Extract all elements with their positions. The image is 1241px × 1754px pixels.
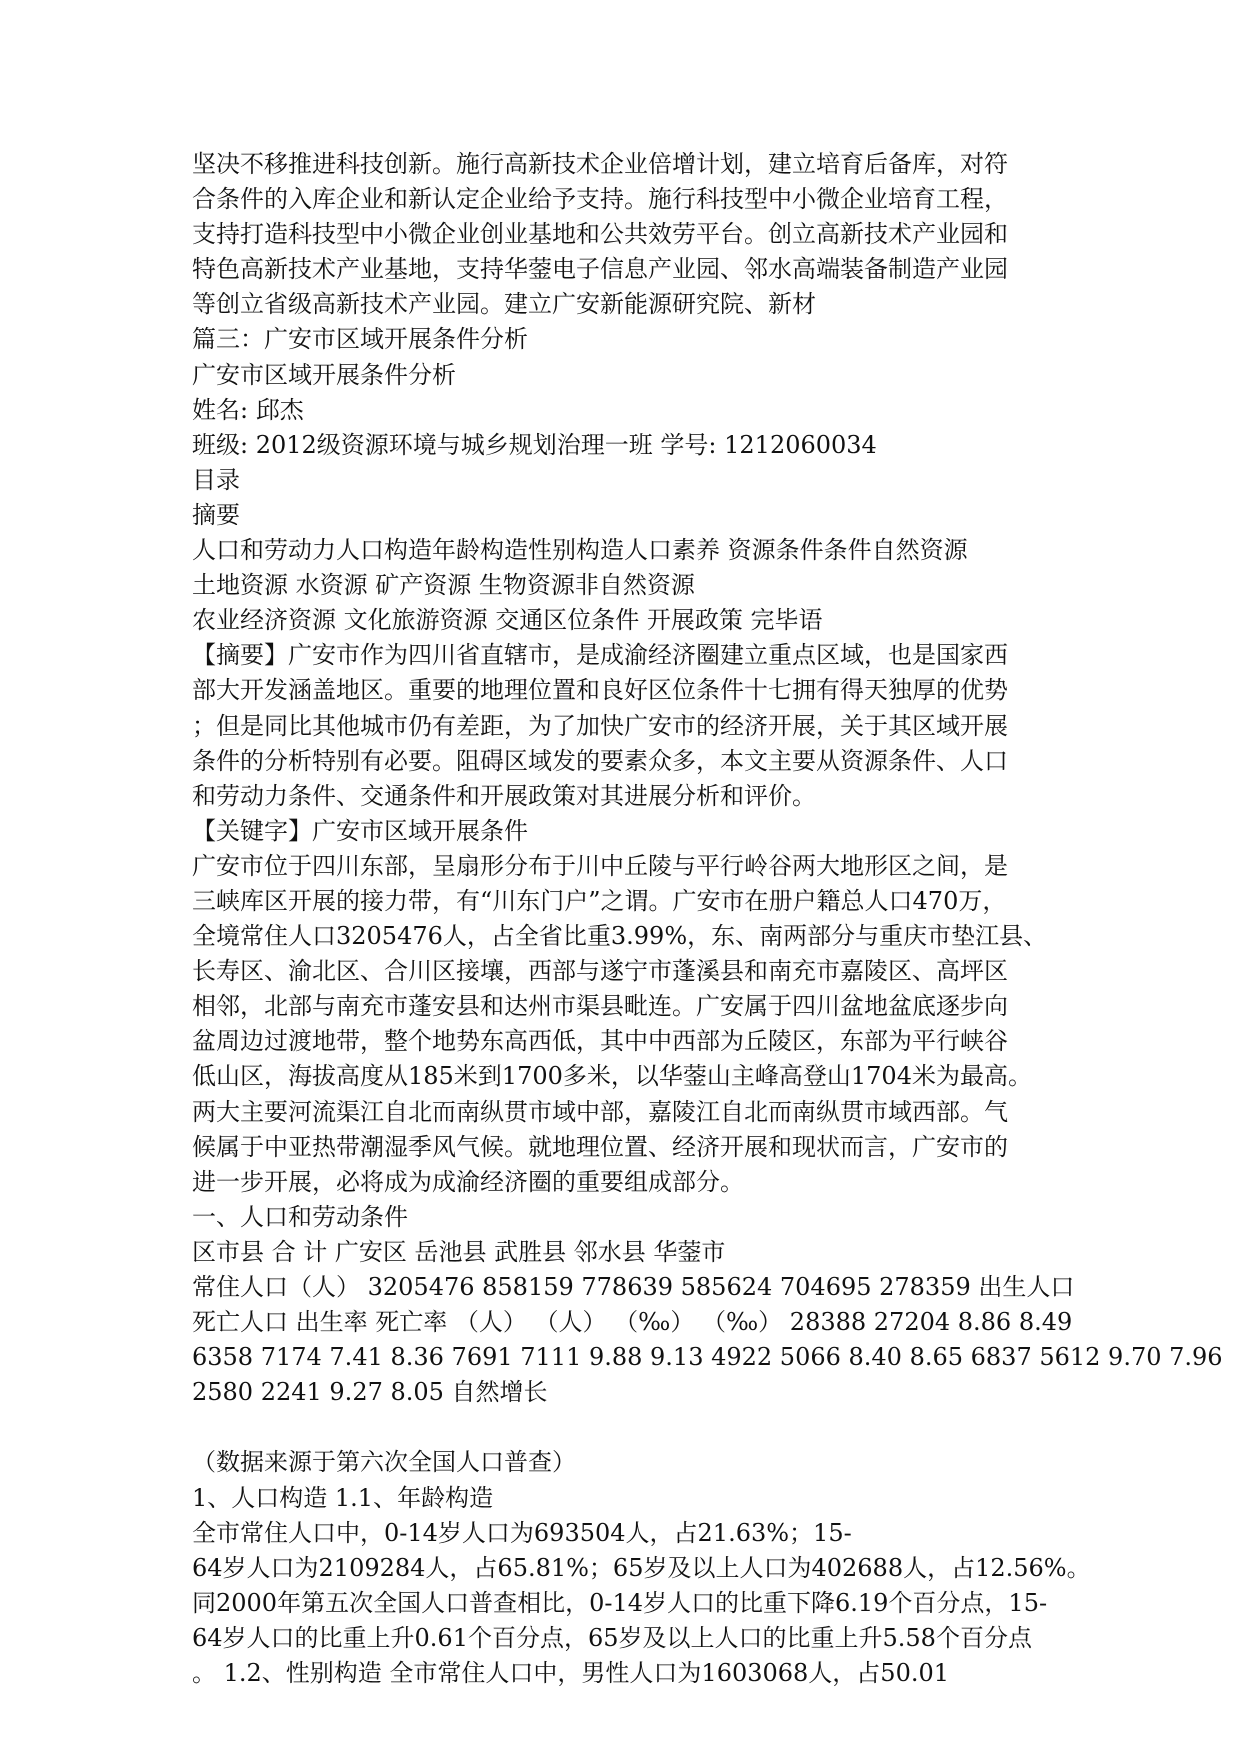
toc-item: 摘要 [192,500,240,529]
paragraph-line: 长寿区、渝北区、合川区接壤，西部与遂宁市蓬溪县和南充市嘉陵区、高坪区 [192,957,1008,986]
paragraph-line: 坚决不移推进科技创新。施行高新技术企业倍增计划，建立培育后备库，对符 [192,150,1008,178]
paragraph-line: 相邻，北部与南充市蓬安县和达州市渠县毗连。广安属于四川盆地盆底逐步向 [192,992,1008,1021]
toc-heading: 目录 [192,465,240,494]
abstract-line: ；但是同比其他城市仍有差距，为了加快广安市的经济开展，关于其区域开展 [192,711,1008,740]
paragraph-line: 进一步开展，必将成为成渝经济圈的重要组成部分。 [192,1167,744,1196]
paragraph-line: 全境常住人口3205476人，占全省比重3.99%，东、南两部分与重庆市垫江县、 [192,922,1048,951]
blank-line [192,1410,1092,1445]
abstract-line: 和劳动力条件、交通条件和开展政策对其进展分析和评价。 [192,781,816,810]
paragraph-line: 特色高新技术产业基地，支持华蓥电子信息产业园、邻水高端装备制造产业园 [192,255,1008,284]
class-and-student-id: 班级: 2012级资源环境与城乡规划治理一班 学号: 1212060034 [192,430,877,459]
document-body [192,147,1223,1691]
abstract-line: 条件的分析特别有必要。阻碍区域发的要素众多，本文主要从资源条件、人口 [192,746,1008,775]
paragraph-line: 低山区，海拔高度从185米到1700多米，以华蓥山主峰高登山1704米为最高。 [192,1062,1032,1091]
paragraph-line: 。 1.2、性别构造 全市常住人口中，男性人口为1603068人，占50.01 [192,1659,950,1688]
paragraph-line: 广安市位于四川东部，呈扇形分布于川中丘陵与平行岭谷两大地形区之间，是 [192,851,1008,880]
paragraph-line: 等创立省级高新技术产业园。建立广安新能源研究院、新材 [192,290,816,319]
table-text-line: 区市县 合 计 广安区 岳池县 武胜县 邻水县 华蓥市 [192,1237,726,1266]
table-text-line: 6358 7174 7.41 8.36 7691 7111 9.88 9.13 4922 5066 8.40 8.65 6837 5612 9.70 7.96 [192,1343,1223,1372]
paragraph-line: 支持打造科技型中小微企业创业基地和公共效劳平台。创立高新技术产业园和 [192,220,1008,249]
abstract-line: 【摘要】广安市作为四川省直辖市，是成渝经济圈建立重点区域，也是国家西 [192,641,1008,670]
paragraph-line: 盆周边过渡地带，整个地势东高西低，其中中西部为丘陵区，东部为平行峡谷 [192,1027,1008,1056]
toc-item: 人口和劳动力人口构造年龄构造性别构造人口素养 资源条件条件自然资源 [192,536,968,565]
table-text-line: 死亡人口 出生率 死亡率 （人） （人） （‰） （‰） 28388 27204 8.86 8.49 [192,1308,1073,1337]
paragraph-line: 64岁人口为2109284人，占65.81%；65岁及以上人口为402688人，占12.56%。 [192,1553,1091,1582]
paragraph-line: 全市常住人口中，0-14岁人口为693504人，占21.63%；15- [192,1518,852,1547]
table-text-line: 2580 2241 9.27 8.05 自然增长 [192,1378,548,1407]
author-name: 姓名: 邱杰 [192,395,304,424]
table-text-line: 常住人口（人） 3205476 858159 778639 585624 704695 278359 出生人口 [192,1273,1075,1301]
section-heading: 一、人口和劳动条件 [192,1202,408,1231]
toc-item: 土地资源 水资源 矿产资源 生物资源非自然资源 [192,571,695,600]
keywords-line: 【关键字】广安市区域开展条件 [192,816,528,845]
toc-item: 农业经济资源 文化旅游资源 交通区位条件 开展政策 完毕语 [192,606,823,635]
paragraph-line: 合条件的入库企业和新认定企业给予支持。施行科技型中小微企业培育工程， [192,185,1008,214]
paragraph-line: 64岁人口的比重上升0.61个百分点，65岁及以上人口的比重上升5.58个百分点 [192,1623,1032,1652]
paragraph-line: 同2000年第五次全国人口普查相比，0-14岁人口的比重下降6.19个百分点，15- [192,1588,1048,1617]
paragraph-line: 三峡库区开展的接力带，有“川东门户”之谓。广安市在册户籍总人口470万， [192,886,1007,915]
paragraph-line: 两大主要河流渠江自北而南纵贯市域中部，嘉陵江自北而南纵贯市域西部。气 [192,1097,1008,1126]
data-source-note: （数据来源于第六次全国人口普查） [192,1448,576,1477]
abstract-line: 部大开发涵盖地区。重要的地理位置和良好区位条件十七拥有得天独厚的优势 [192,676,1008,705]
section-heading: 篇三：广安市区域开展条件分析 [192,325,528,354]
document-title: 广安市区域开展条件分析 [192,360,456,389]
paragraph-line: 候属于中亚热带潮湿季风气候。就地理位置、经济开展和现状而言，广安市的 [192,1132,1008,1161]
subsection-heading: 1、人口构造 1.1、年龄构造 [192,1483,494,1512]
